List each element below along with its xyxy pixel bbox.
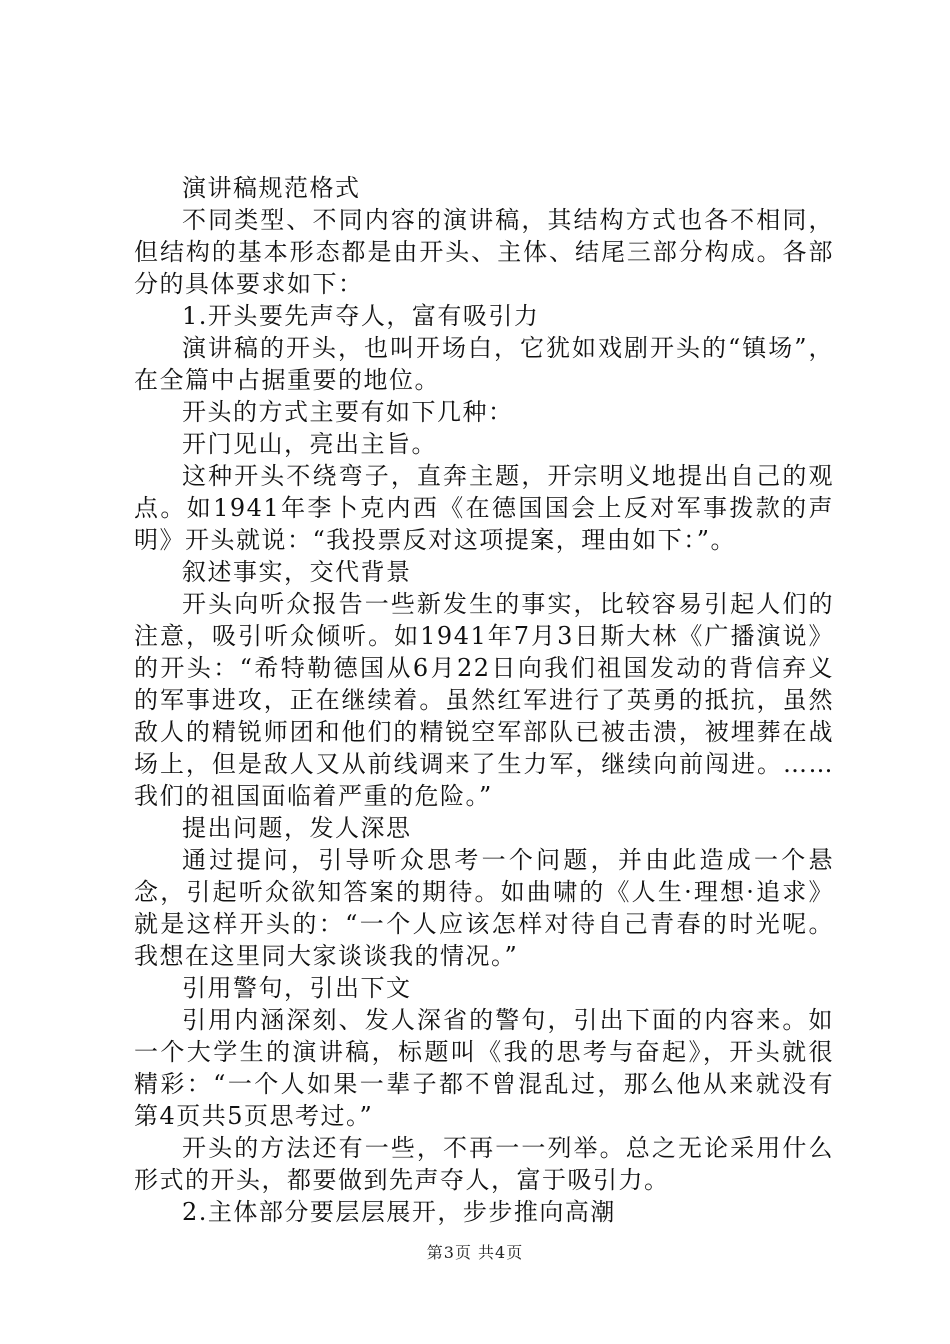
- document-title: 演讲稿规范格式: [182, 174, 361, 202]
- paragraph: 通过提问，引导听众思考一个问题，并由此造成一个悬念，引起听众欲知答案的期待。如曲啸的《人生·理想·追求》就是这样开头的：“一个人应该怎样对待自己青春的时光呢。我想在这里同大家谈谈我的情况。”: [134, 846, 834, 970]
- paragraph: 这种开头不绕弯子，直奔主题，开宗明义地提出自己的观点。如1941年李卜克内西《在德国国会上反对军事拨款的声明》开头就说：“我投票反对这项提案，理由如下：”。: [134, 462, 834, 554]
- subheading: 提出问题，发人深思: [182, 814, 412, 842]
- paragraph: 开头向听众报告一些新发生的事实，比较容易引起人们的注意，吸引听众倾听。如1941年7月3日斯大林《广播演说》的开头：“希特勒德国从6月22日向我们祖国发动的背信弃义的军事进攻，正在继续着。虽然红军进行了英勇的抵抗，虽然敌人的精锐师团和他们的精锐空军部队已被击溃，被埋葬在战场上，但是敌人又从前线调来了生力军，继续向前闯进。……我们的祖国面临着严重的危险。”: [134, 590, 834, 810]
- section-heading: 2.主体部分要层层展开，步步推向高潮: [182, 1198, 616, 1226]
- page-number-footer: 第3页 共4页: [426, 1243, 524, 1262]
- paragraph: 开头的方式主要有如下几种：: [182, 398, 514, 426]
- subheading: 开门见山，亮出主旨。: [182, 430, 437, 458]
- document-body: [134, 172, 834, 1228]
- paragraph: 开头的方法还有一些，不再一一列举。总之无论采用什么形式的开头，都要做到先声夺人，富于吸引力。: [134, 1134, 834, 1194]
- section-heading: 1.开头要先声夺人，富有吸引力: [182, 302, 540, 330]
- subheading: 引用警句，引出下文: [182, 974, 412, 1002]
- paragraph: 演讲稿的开头，也叫开场白，它犹如戏剧开头的“镇场”，在全篇中占据重要的地位。: [134, 334, 834, 394]
- paragraph: 不同类型、不同内容的演讲稿，其结构方式也各不相同，但结构的基本形态都是由开头、主体、结尾三部分构成。各部分的具体要求如下：: [134, 206, 834, 298]
- paragraph: 引用内涵深刻、发人深省的警句，引出下面的内容来。如一个大学生的演讲稿，标题叫《我的思考与奋起》，开头就很精彩：“一个人如果一辈子都不曾混乱过，那么他从来就没有第4页共5页思考过。”: [134, 1006, 834, 1130]
- subheading: 叙述事实，交代背景: [182, 558, 412, 586]
